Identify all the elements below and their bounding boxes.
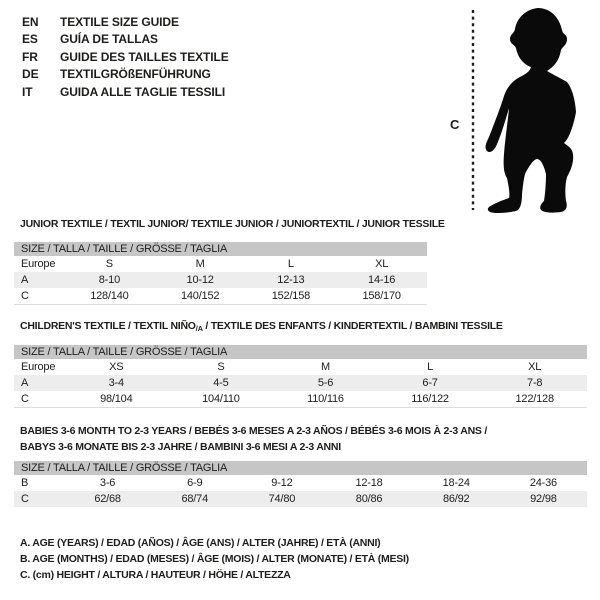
lang-code: EN — [22, 15, 39, 29]
size-header-cell: SIZE / TALLA / TAILLE / GRÖSSE / TAGLIA — [14, 345, 587, 359]
size-cell: 6-9 — [187, 477, 203, 489]
size-cell: 14-16 — [336, 272, 427, 288]
lang-row-en — [22, 14, 229, 31]
size-cell: 4-5 — [169, 375, 274, 391]
size-header-cell: SIZE / TALLA / TAILLE / GRÖSSE / TAGLIA — [14, 242, 427, 256]
size-cell: XL — [375, 258, 389, 270]
size-cell: XS — [109, 361, 124, 373]
row-label: Europe — [21, 361, 56, 373]
junior-section-title: JUNIOR TEXTILE / TEXTIL JUNIOR/ TEXTILE JUNIOR / JUNIORTEXTIL / JUNIOR TESSILE — [20, 218, 445, 230]
children-title-pre: CHILDREN'S TEXTILE / TEXTIL NIÑO — [20, 320, 196, 332]
children-section-title — [20, 320, 503, 333]
lang-title: GUIDA ALLE TAGLIE TESSILI — [60, 84, 226, 99]
lang-title: GUÍA DE TALLAS — [60, 32, 158, 47]
size-cell: 12-18 — [355, 477, 383, 489]
language-list — [22, 14, 229, 101]
measure-label-c: C — [450, 117, 460, 132]
size-cell: 98/104 — [100, 393, 133, 405]
lang-code: FR — [22, 49, 38, 64]
size-cell: 110/116 — [307, 393, 344, 405]
table-row — [14, 256, 427, 272]
size-cell: 122/128 — [515, 393, 554, 405]
note-age-years: A. AGE (YEARS) / EDAD (AÑOS) / ÂGE (ANS) / ALTER (JAHRE) / ETÀ (ANNI) — [20, 537, 381, 549]
size-cell: 8-10 — [64, 272, 155, 288]
size-cell: 74/80 — [238, 491, 325, 507]
lang-row-it — [22, 84, 229, 101]
table-row — [14, 272, 427, 288]
size-cell: 140/152 — [180, 290, 220, 302]
size-cell: 10-12 — [155, 272, 246, 288]
children-size-table — [14, 345, 587, 408]
size-cell: 128/140 — [90, 290, 129, 302]
table-row — [14, 288, 427, 305]
table-row — [14, 475, 587, 491]
size-cell: 24-36 — [529, 477, 557, 489]
row-label: A — [14, 375, 64, 391]
row-label: A — [14, 272, 64, 288]
lang-title: TEXTILGRÖßENFÜHRUNG — [60, 67, 211, 82]
size-cell: 86/92 — [413, 491, 500, 507]
lang-code: ES — [22, 32, 38, 47]
children-title-post: / TEXTILE DES ENFANTS / KINDERTEXTIL / BAMBINI TESSILE — [202, 320, 503, 332]
lang-title: TEXTILE SIZE GUIDE — [60, 15, 179, 29]
size-cell: 152/158 — [271, 290, 311, 302]
babies-section-title — [20, 424, 487, 455]
size-cell: 5-6 — [273, 375, 378, 391]
size-cell: 104/110 — [202, 393, 240, 405]
toddler-silhouette-icon — [486, 8, 576, 213]
size-cell: 6-7 — [378, 375, 483, 391]
size-header-cell: SIZE / TALLA / TAILLE / GRÖSSE / TAGLIA — [14, 461, 587, 475]
row-label: C — [21, 393, 29, 405]
table-header-row — [14, 461, 587, 475]
row-label: C — [14, 491, 64, 507]
size-cell: S — [105, 258, 113, 270]
babies-size-table — [14, 461, 587, 507]
table-header-row — [14, 345, 587, 359]
size-cell: 116/122 — [411, 393, 449, 405]
table-row — [14, 375, 587, 391]
row-label: C — [21, 290, 29, 302]
size-cell: 92/98 — [500, 491, 587, 507]
note-age-months: B. AGE (MONTHS) / EDAD (MESES) / ÂGE (MOIS) / ALTER (MONATE) / ETÀ (MESI) — [20, 553, 409, 565]
lang-row-fr — [22, 49, 229, 66]
size-cell: 18-24 — [442, 477, 470, 489]
size-cell: 12-13 — [246, 272, 337, 288]
lang-code: IT — [22, 84, 33, 99]
table-row — [14, 391, 587, 408]
lang-row-de — [22, 66, 229, 83]
lang-code: DE — [22, 67, 39, 82]
lang-row-es — [22, 31, 229, 48]
size-cell: S — [217, 361, 225, 373]
row-label: B — [21, 477, 29, 489]
note-height-cm: C. (cm) HEIGHT / ALTURA / HAUTEUR / HÖHE / ALTEZZA — [20, 569, 291, 581]
junior-size-table — [14, 242, 427, 305]
size-cell: 9-12 — [271, 477, 293, 489]
size-cell: 62/68 — [64, 491, 151, 507]
size-cell: XL — [528, 361, 542, 373]
size-cell: 158/170 — [362, 290, 401, 302]
row-label: Europe — [21, 258, 56, 270]
table-row — [14, 491, 587, 507]
lang-title: GUIDE DES TAILLES TEXTILE — [60, 49, 229, 64]
size-cell: L — [287, 258, 294, 270]
size-cell: 7-8 — [482, 375, 587, 391]
babies-title-line2: BABYS 3-6 MONATE BIS 2-3 JAHRE / BAMBINI 3-6 MESI A 2-3 ANNI — [20, 440, 341, 453]
size-cell: 68/74 — [151, 491, 238, 507]
children-title-subscript: /A — [195, 324, 203, 333]
height-measure-figure — [440, 6, 600, 214]
size-cell: 3-4 — [64, 375, 169, 391]
size-cell: M — [195, 258, 205, 270]
table-row — [14, 359, 587, 375]
babies-title-line1: BABIES 3-6 MONTH TO 2-3 YEARS / BEBÉS 3-6 MESES A 2-3 AÑOS / BÉBÉS 3-6 MOIS À 2-3 ANS / — [20, 425, 488, 437]
size-cell: 80/86 — [325, 491, 412, 507]
size-cell: 3-6 — [99, 477, 116, 489]
table-header-row — [14, 242, 427, 256]
legend-notes — [20, 535, 409, 583]
size-cell: M — [321, 361, 330, 373]
size-cell: L — [427, 361, 434, 373]
